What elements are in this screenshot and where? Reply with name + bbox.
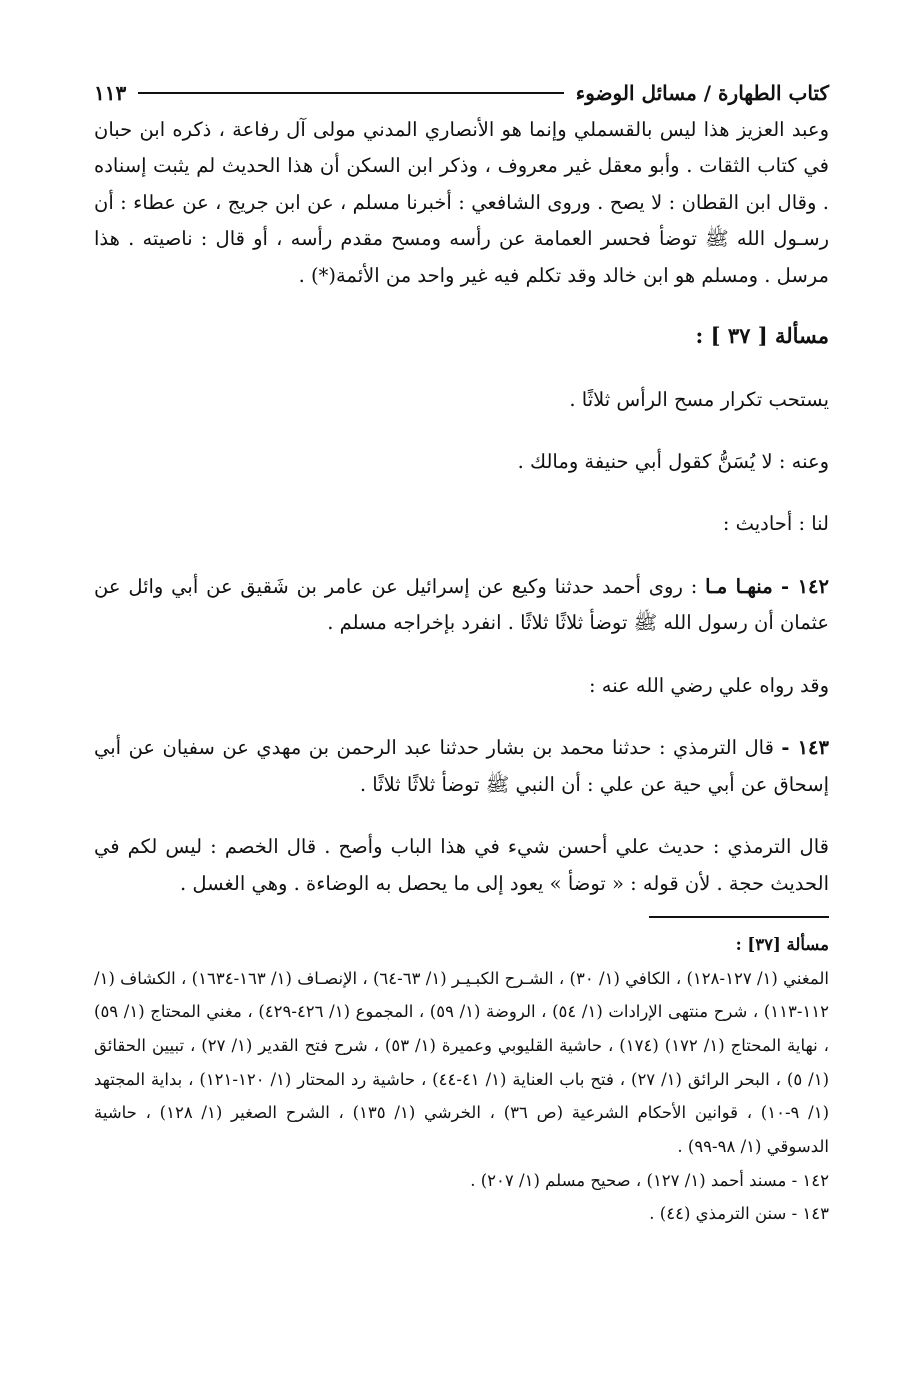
running-header [94, 78, 829, 108]
footnote-142: ١٤٢ - مسند أحمد (١/ ١٢٧) ، صحيح مسلم (١/ ٢٠٧) . [470, 1170, 829, 1190]
hadith-142-text: : روى أحمد حدثنا وكيع عن إسرائيل عن عامر بن شَقيق عن أبي وائل عن عثمان أن رسول الله ﷺ توضأ ثلاثًا ثلاثًا . انفرد بإخراجه مسلم . [94, 574, 829, 635]
hadith-143-text: قال الترمذي : حدثنا محمد بن بشار حدثنا عبد الرحمن بن مهدي عن سفيان عن أبي إسحاق عن أبي حية عن علي : أن النبي ﷺ توضأ ثلاثًا ثلاثًا . [94, 736, 829, 796]
paragraph-narrators: وعبد العزيز هذا ليس بالقسملي وإنما هو الأنصاري المدني مولى آل رفاعة ، ذكره ابن حبان في كتاب الثقات . وأبو معقل غير معروف ، وذكر ابن السكن أن هذا الحديث لم يثبت إسناده . وقال ابن القطان : لا يصح . وروى الشافعي : أخبرنا مسلم ، عن ابن جريج ، عن عطاء : أن رسـول الله ﷺ توضأ فحسر العمامة عن رأسه ومسح مقدم رأسه ، أو قال : ناصيته . هذا مرسل . ومسلم هو ابن خالد وقد تكلم فيه غير واحد من الأئمة(*) . [94, 118, 829, 287]
header-title: كتاب الطهارة / مسائل الوضوء [575, 81, 829, 105]
hadith-142 [94, 569, 829, 642]
page-number: ١١٣ [94, 81, 127, 105]
hadith-142-number: ١٤٢ - منهـا مـا [705, 574, 829, 598]
footnote-heading: مسألة [٣٧] : [735, 935, 829, 954]
masala-heading: مسألة [ ٣٧ ] : [695, 323, 829, 349]
paragraph-tirmidhi: قال الترمذي : حديث علي أحسن شيء في هذا الباب وأصح . قال الخصم : ليس لكم في الحديث حجة . لأن قوله : « توضأ » يعود إلى ما يحصل به الوضاءة . وهي الغسل . [94, 835, 829, 895]
header-rule [138, 92, 564, 94]
hadith-143 [94, 730, 829, 803]
hadith-143-number: ١٤٣ - [781, 736, 829, 760]
footnote-143: ١٤٣ - سنن الترمذي (٤٤) . [649, 1204, 829, 1224]
footnote-divider [649, 916, 829, 918]
footnotes [94, 928, 829, 1231]
alternate-view-line: وعنه : لا يُسَنُّ كقول أبي حنيفة ومالك . [517, 449, 829, 473]
ali-narration-intro: وقد رواه علي رضي الله عنه : [588, 673, 829, 697]
footnote-references: المغني (١/ ١٢٧-١٢٨) ، الكافي (١/ ٣٠) ، الشـرح الكبـيـر (١/ ٦٣-٦٤) ، الإنصـاف (١/ ١٦٣-١٦٣٤) ، الكشاف (١/ ١١٢-١١٣) ، شرح منتهى الإرادات (١/ ٥٤) ، الروضة (١/ ٥٩) ، المجموع (١/ ٤٢٦-٤٢٩) ، مغني المحتاج (١/ ٥٩) ، نهاية المحتاج (١/ ١٧٢) (١٧٤) ، حاشية القليوبي وعميرة (١/ ٥٣) ، شرح فتح القدير (١/ ٢٧) ، تبيين الحقائق (١/ ٥) ، البحر الرائق (١/ ٢٧) ، فتح باب العناية (١/ ٤١-٤٤) ، حاشية رد المحتار (١/ ١٢٠-١٢١) ، بداية المجتهد (١/ ٩-١٠) ، قوانين الأحكام الشرعية (ص ٣٦) ، الخرشي (١/ ١٣٥) ، الشرح الصغير (١/ ١٢٨) ، حاشية الدسوقي (١/ ٩٨-٩٩) . [94, 968, 829, 1156]
ruling-line: يستحب تكرار مسح الرأس ثلاثًا . [569, 387, 829, 411]
evidence-intro: لنا : أحاديث : [722, 512, 829, 536]
main-text [94, 112, 829, 902]
